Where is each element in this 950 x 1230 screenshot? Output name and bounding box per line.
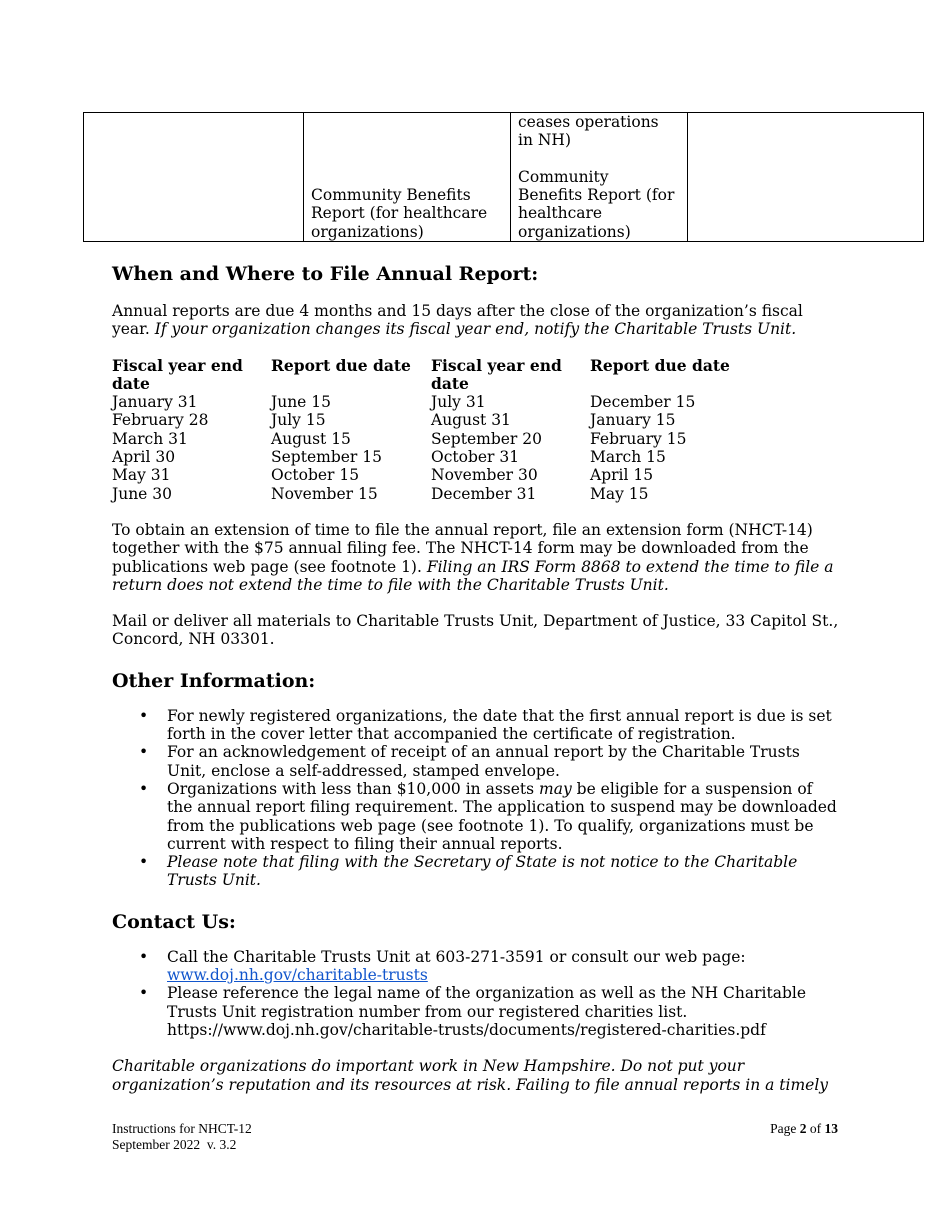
- list-item: [139, 779, 842, 853]
- table-cell: August 31: [431, 411, 511, 430]
- list-item-text: For an acknowledgement of receipt of an annual report by the Charitable Trusts Unit, enclose a self-addressed, stamped envelope.: [167, 743, 800, 780]
- table-cell: [84, 113, 304, 242]
- column-header: Report due date: [590, 355, 730, 375]
- bullet-icon: •: [139, 947, 149, 966]
- table-cell: [688, 113, 924, 242]
- emphasis-may: may: [539, 779, 572, 798]
- table-row: [112, 411, 752, 429]
- table-cell: October 15: [271, 466, 360, 485]
- table-cell: May 31: [112, 466, 171, 485]
- extension-text: To obtain an extension of time to file the annual report, file an extension form (NHCT-14) together with the $75 annual filing fee. The NHCT-14 form may be downloaded from the publications web page (see footnote 1).: [112, 520, 813, 576]
- column-header: Fiscal year end date: [112, 355, 243, 393]
- table-row: [84, 113, 924, 242]
- bullet-icon: •: [139, 743, 149, 762]
- bullet-icon: •: [139, 853, 149, 872]
- list-item-text: Call the Charitable Trusts Unit at 603-271-3591 or consult our web page:: [167, 947, 746, 966]
- list-item: [139, 984, 842, 1039]
- list-item-text: Please note that filing with the Secretary of State is not notice to the Charitable Trusts Unit.: [167, 853, 798, 890]
- intro-italic-note: If your organization changes its fiscal year end, notify the Charitable Trusts Unit.: [154, 320, 797, 339]
- table-row: [112, 448, 752, 466]
- section-heading-contact-us: Contact Us:: [112, 910, 236, 933]
- total-pages: 13: [824, 1121, 838, 1136]
- ceases-operations-cell: ceases operations in NH) Community Benefits Report (for healthcare organizations): [518, 113, 675, 241]
- table-cell: August 15: [271, 429, 351, 448]
- extension-italic-note: Filing an IRS Form 8868 to extend the time to file a return does not extend the time to file with the Charitable Trusts Unit.: [112, 557, 834, 594]
- list-item: [139, 853, 842, 890]
- footer-document-info: [112, 1121, 252, 1153]
- extension-paragraph: [112, 521, 842, 594]
- main-content: [112, 262, 842, 1094]
- footer-page-number: [770, 1121, 838, 1137]
- table-cell: June 15: [271, 393, 332, 412]
- table-cell: February 15: [590, 429, 687, 448]
- of-label: of: [806, 1121, 825, 1136]
- table-cell: April 15: [590, 466, 654, 485]
- table-cell: March 15: [590, 448, 666, 467]
- closing-paragraph: Charitable organizations do important work in New Hampshire. Do not put your organization’s reputation and its resources at risk. Failing to file annual reports in a timely: [112, 1057, 829, 1094]
- table-cell: January 15: [590, 411, 676, 430]
- footer-form-title: Instructions for NHCT-12: [112, 1121, 252, 1136]
- table-cell: September 15: [271, 448, 382, 467]
- charitable-trusts-link[interactable]: www.doj.nh.gov/charitable-trusts: [167, 966, 428, 985]
- table-cell: March 31: [112, 429, 188, 448]
- list-item-text: Please reference the legal name of the organization as well as the NH Charitable Trusts Unit registration number from our registered charities list. https://www.doj.nh.gov/charitable-trusts/documents/registered-charities.pdf: [167, 984, 807, 1039]
- table-cell: [511, 113, 688, 242]
- footer-version: September 2022 v. 3.2: [112, 1137, 237, 1152]
- bullet-icon: •: [139, 779, 149, 798]
- section-heading-other-information: Other Information:: [112, 669, 316, 692]
- table-row: [112, 430, 752, 448]
- filing-requirements-table-continued: [83, 112, 924, 242]
- list-item-text: Organizations with less than $10,000 in assets: [167, 779, 540, 798]
- table-row: [112, 466, 752, 484]
- list-item: [139, 947, 842, 985]
- table-row: [112, 393, 752, 411]
- list-item: [139, 706, 842, 744]
- table-cell: [304, 113, 511, 242]
- table-cell: February 28: [112, 411, 209, 430]
- community-benefits-cell: Community Benefits Report (for healthcare organizations): [311, 186, 488, 241]
- list-item-text: For newly registered organizations, the date that the first annual report is due is set forth in the cover letter that accompanied the certificate of registration.: [167, 706, 832, 744]
- list-item: [139, 743, 842, 780]
- table-cell: September 20: [431, 429, 542, 448]
- table-cell: October 31: [431, 448, 520, 467]
- bullet-icon: •: [139, 706, 149, 725]
- table-cell: November 30: [431, 466, 538, 485]
- column-header: Report due date: [271, 355, 411, 375]
- current-page: 2: [799, 1121, 807, 1136]
- table-cell: April 30: [112, 448, 176, 467]
- table-row: [112, 485, 752, 503]
- contact-list: [112, 948, 842, 1039]
- page-label: Page: [770, 1121, 800, 1136]
- due-date-intro: [112, 302, 842, 339]
- list-item-text: be eligible for a suspension of the annual report filing requirement. The application to suspend may be downloaded from the publications web page (see footnote 1). To qualify, organizations must be current with respect to filing their annual reports.: [167, 779, 837, 853]
- table-header-row: [112, 357, 752, 394]
- table-cell: December 31: [431, 484, 537, 503]
- table-cell: November 15: [271, 484, 378, 503]
- mailing-address-paragraph: Mail or deliver all materials to Charitable Trusts Unit, Department of Justice, 33 Capitol St., Concord, NH 03301.: [112, 612, 839, 649]
- column-header: Fiscal year end date: [431, 355, 562, 393]
- table-cell: July 15: [271, 411, 326, 430]
- section-heading-when-where: When and Where to File Annual Report:: [112, 263, 539, 285]
- intro-text: Annual reports are due 4 months and 15 days after the close of the organization’s fiscal year.: [112, 302, 803, 339]
- table-cell: May 15: [590, 484, 649, 503]
- table-cell: January 31: [112, 393, 198, 412]
- other-information-list: [112, 707, 842, 890]
- bullet-icon: •: [139, 984, 149, 1003]
- table-cell: June 30: [112, 484, 173, 503]
- due-date-table: [112, 357, 752, 503]
- table-cell: December 15: [590, 393, 696, 412]
- table-cell: July 31: [431, 393, 486, 412]
